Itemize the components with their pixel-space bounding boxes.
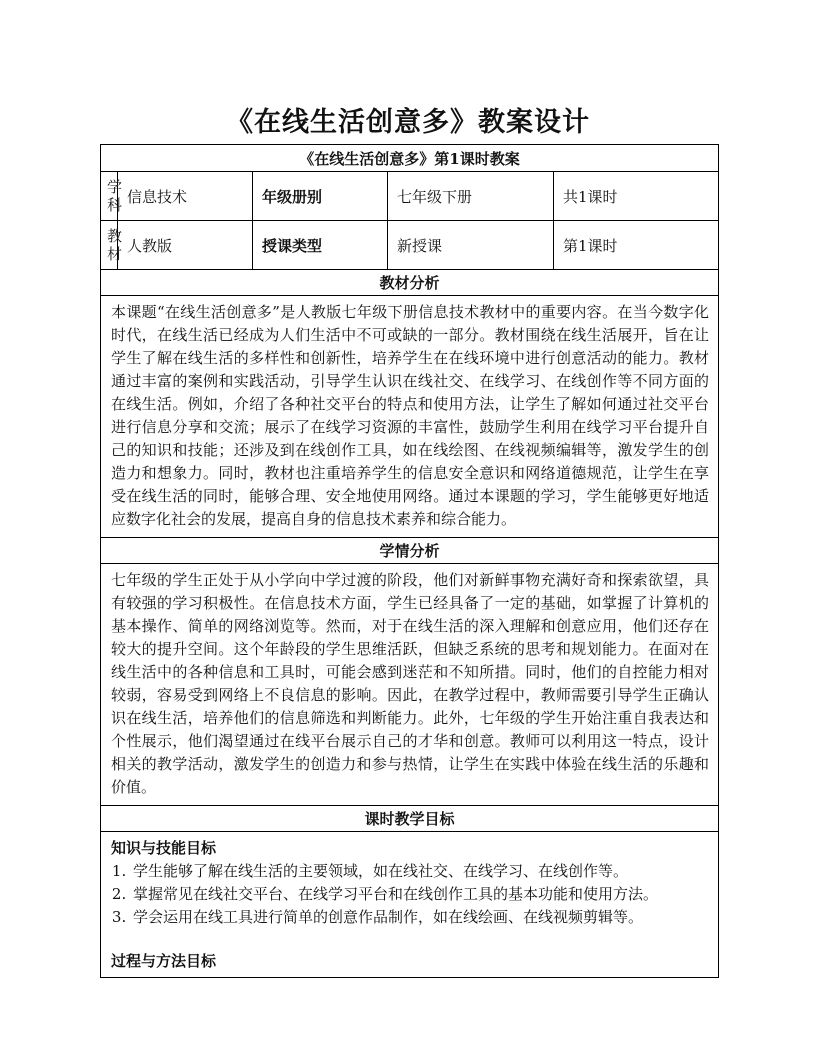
knowledge-skills-title: 知识与技能目标: [111, 839, 217, 857]
document-title: 《在线生活创意多》教案设计: [226, 107, 590, 138]
process-methods-title: 过程与方法目标: [111, 952, 217, 970]
subject-label: 学科: [101, 172, 118, 221]
material-heading-row: [101, 270, 719, 296]
total-hours: 共1课时: [554, 172, 719, 221]
textbook-row: [101, 221, 719, 270]
student-body-row: [101, 564, 719, 806]
material-body-row: [101, 296, 719, 538]
lesson-number: 第1课时: [554, 221, 719, 270]
knowledge-item: 1. 学生能够了解在线生活的主要领域，如在线社交、在线学习、在线创作等。: [131, 860, 708, 883]
material-analysis-text: 本课题“在线生活创意多”是人教版七年级下册信息技术教材中的重要内容。在当今数字化时代，在线生活已经成为人们生活中不可或缺的一部分。教材围绕在线生活展开，旨在让学生了解在线生活的多样性和创新性，培养学生在在线环境中进行创意活动的能力。教材通过丰富的案例和实践活动，引导学生认识在线社交、在线学习、在线创作等不同方面的在线生活。例如，介绍了各种社交平台的特点和使用方法，让学生了解如何通过社交平台进行信息分享和交流；展示了在线学习资源的丰富性，鼓励学生利用在线学习平台提升自己的知识和技能；还涉及到在线创作工具，如在线绘图、在线视频编辑等，激发学生的创造力和想象力。同时，教材也注重培养学生的信息安全意识和网络道德规范，让学生在享受在线生活的同时，能够合理、安全地使用网络。通过本课题的学习，学生能够更好地适应数字化社会的发展，提高自身的信息技术素养和综合能力。: [101, 296, 719, 538]
subject-value: 信息技术: [118, 172, 253, 221]
objectives-body: [101, 832, 719, 978]
student-heading-row: [101, 538, 719, 564]
objectives-heading: 课时教学目标: [101, 806, 719, 832]
material-analysis-heading: 教材分析: [101, 270, 719, 296]
lesson-header-row: [101, 145, 719, 172]
textbook-label: 教材: [101, 221, 118, 270]
subject-row: [101, 172, 719, 221]
grade-label: 年级册别: [253, 172, 388, 221]
textbook-value: 人教版: [118, 221, 253, 270]
lesson-plan-table: [100, 144, 719, 978]
lesson-type-label: 授课类型: [253, 221, 388, 270]
knowledge-skills-list: [111, 860, 708, 929]
knowledge-item: 3. 学会运用在线工具进行简单的创意作品制作，如在线绘画、在线视频剪辑等。: [131, 906, 708, 929]
lesson-header: 《在线生活创意多》第1课时教案: [101, 145, 719, 172]
knowledge-item: 2. 掌握常见在线社交平台、在线学习平台和在线创作工具的基本功能和使用方法。: [131, 883, 708, 906]
lesson-type-value: 新授课: [388, 221, 554, 270]
objectives-heading-row: [101, 806, 719, 832]
grade-value: 七年级下册: [388, 172, 554, 221]
student-analysis-heading: 学情分析: [101, 538, 719, 564]
spacer: [111, 929, 708, 950]
objectives-body-row: [101, 832, 719, 978]
student-analysis-text: 七年级的学生正处于从小学向中学过渡的阶段，他们对新鲜事物充满好奇和探索欲望，具有较强的学习积极性。在信息技术方面，学生已经具备了一定的基础，如掌握了计算机的基本操作、简单的网络浏览等。然而，对于在线生活的深入理解和创意应用，他们还存在较大的提升空间。这个年龄段的学生思维活跃，但缺乏系统的思考和规划能力。在面对在线生活中的各种信息和工具时，可能会感到迷茫和不知所措。同时，他们的自控能力相对较弱，容易受到网络上不良信息的影响。因此，在教学过程中，教师需要引导学生正确认识在线生活，培养他们的信息筛选和判断能力。此外，七年级的学生开始注重自我表达和个性展示，他们渴望通过在线平台展示自己的才华和创意。教师可以利用这一特点，设计相关的教学活动，激发学生的创造力和参与热情，让学生在实践中体验在线生活的乐趣和价值。: [101, 564, 719, 806]
